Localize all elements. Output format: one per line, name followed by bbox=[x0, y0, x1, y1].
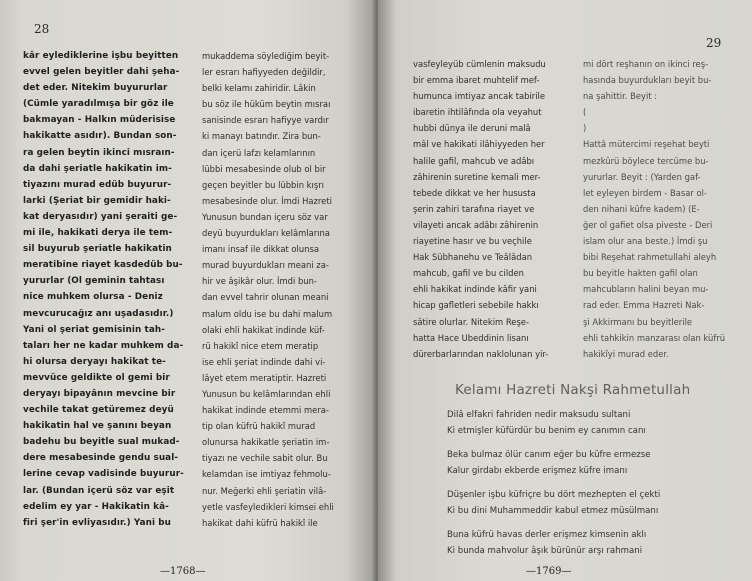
text-line: hir ve âşikâr olur. İmdi bun- bbox=[202, 276, 317, 287]
text-line: vilayeti ancak adâbı zâhirenin bbox=[413, 219, 539, 230]
text-line: belki kelamı zahiridir. Lâkin bbox=[202, 83, 316, 94]
text-line: dere mesabesinde gendu sual- bbox=[23, 453, 179, 464]
left-page-column-1 bbox=[23, 48, 184, 531]
text-line: hubbi dünya ile deruni malâ bbox=[413, 123, 531, 134]
text-line: imanı insaf ile dikkat olunsa bbox=[202, 244, 319, 255]
text-line: vasfeyleyüb cümlenin maksudu bbox=[413, 59, 546, 69]
text-line: nice muhkem olursa - Deniz bbox=[23, 292, 163, 303]
text-line: kelamdan ise imtiyaz fehmolu- bbox=[202, 469, 331, 480]
poem-line: Ki bunda mahvolur âşık bürünür arşı rahmani bbox=[447, 545, 643, 556]
text-line: şerin zahiri tarafına riayet ve bbox=[413, 203, 535, 214]
left-page-column-2 bbox=[202, 48, 334, 531]
poem-line: Buna küfrü havas derler erişmez kimsenin aklı bbox=[447, 530, 647, 540]
text-line: hicap gafletleri sebebile hakkı bbox=[413, 300, 539, 311]
text-line: ibaretin ihtilâfında ola veyahut bbox=[413, 107, 542, 118]
text-line: vechile takat getüremez deyü bbox=[23, 405, 174, 416]
poem bbox=[447, 408, 660, 559]
text-line: da dahi şeriatle hakikatin im- bbox=[23, 163, 172, 174]
text-line: evvel gelen beyitler dahi şeha- bbox=[23, 67, 180, 78]
poem-line: Beka bulmaz ölür canım eğer bu küfre ermezse bbox=[447, 450, 651, 460]
text-line: hakikatte asıdır). Bundan son- bbox=[23, 131, 177, 142]
text-line: lerine cevap vadisinde buyurur- bbox=[23, 469, 184, 480]
text-line: bir emma ibaret muhtelif mef- bbox=[413, 75, 540, 86]
text-line: ise ehli şeriat indinde dahi vi- bbox=[202, 356, 326, 367]
text-line: Hattâ mütercimi reşehat beyti bbox=[583, 139, 710, 150]
text-line: Yani ol şeriat gemisinin tah- bbox=[23, 324, 165, 335]
text-line: lar. (Bundan içerü söz var eşit bbox=[23, 485, 175, 496]
text-line: larki (Şeriat bir gemidir haki- bbox=[23, 195, 171, 206]
text-line: Yunusun bu kelâmlarından ehli bbox=[202, 388, 331, 399]
text-line: kat deryasıdır) yani şeraiti ge- bbox=[23, 211, 178, 222]
text-line: tebede dikkat ve her hususta bbox=[413, 187, 536, 198]
right-page-footer: —1769— bbox=[526, 566, 572, 577]
text-line: mâl ve hakikati ilâhiyyeden her bbox=[413, 139, 545, 150]
text-line: mahcubların halini beyan mu- bbox=[583, 284, 709, 295]
text-line: ehli hakikat indinde kâfir yani bbox=[413, 284, 537, 295]
text-line: hasında buyurdukları beyit bu- bbox=[583, 75, 712, 86]
text-line: sil buyurub şeriatle hakikatin bbox=[23, 244, 172, 255]
text-line: mevcurucağız anı uşadasıdır.) bbox=[23, 308, 174, 319]
poem-heading: Kelamı Hazreti Nakşi Rahmetullah bbox=[455, 382, 691, 398]
text-line: yururlar. Beyit : (Yarden gaf- bbox=[583, 171, 701, 182]
left-page-footer: —1768— bbox=[160, 566, 206, 577]
text-line: malum oldu ise bu dahi malum bbox=[202, 308, 333, 319]
text-line: mezkûrü böylece tercüme bu- bbox=[583, 155, 709, 166]
text-line: Yunusun bundan içeru söz var bbox=[202, 211, 328, 222]
text-line: riayetine hasır ve bu veçhile bbox=[413, 236, 532, 247]
text-line: islam olur ana beste.) İmdi şu bbox=[583, 236, 708, 247]
text-line: rü hakikî nice etem meratip bbox=[202, 340, 319, 351]
text-line: geçen beyitler bu lübbin kışrı bbox=[202, 179, 324, 190]
text-line: mi ile, hakikati derya ile tem- bbox=[23, 228, 173, 239]
text-line: taları her ne kadar muhkem da- bbox=[23, 340, 184, 351]
right-page-column-2 bbox=[583, 56, 725, 362]
text-line: let eyleyen birdem - Basar ol- bbox=[583, 187, 707, 198]
text-line: mevvüce geldikte ol gemi bir bbox=[23, 372, 170, 383]
text-line: hakikîyi murad eder. bbox=[583, 348, 669, 359]
text-line: yururlar (Ol geminin tahtası bbox=[23, 276, 165, 287]
text-line: mahcub, gafil ve bu cilden bbox=[413, 268, 524, 279]
text-line: tiyazı ne vechile sabit olur. Bu bbox=[202, 453, 328, 464]
text-line: halile gafil, mahcub ve adâbı bbox=[413, 155, 535, 166]
text-line: det eder. Nitekim buyururlar bbox=[23, 83, 168, 94]
text-line: hakikat indinde etemmi mera- bbox=[202, 405, 329, 416]
text-line: hatta Hace Ubeddinin lisanı bbox=[413, 332, 529, 343]
text-line: ler esrarı hafiyyeden değildir, bbox=[202, 67, 326, 78]
text-line: lübbi mesabesinde olub ol bir bbox=[202, 163, 326, 174]
text-line: olunursa hakikatle şeriatin im- bbox=[202, 437, 330, 448]
text-line: sanisinde esrarı hafiyye vardır bbox=[202, 115, 329, 126]
text-line: na şahittir. Beyit : bbox=[583, 91, 658, 102]
text-line: dan içerü lafzı kelamlarının bbox=[202, 147, 316, 158]
text-line: kâr eylediklerine işbu beyitten bbox=[23, 51, 179, 61]
text-line: ) bbox=[583, 123, 587, 134]
text-line: (Cümle yaradılmışa bir göz ile bbox=[23, 99, 174, 110]
right-page-column-1 bbox=[413, 56, 548, 362]
left-page-number: 28 bbox=[34, 22, 50, 36]
text-line: Hak Sübhanehu ve Teâlâdan bbox=[413, 252, 533, 263]
right-page-number: 29 bbox=[706, 36, 722, 50]
text-line: ki manayı batındır. Zira bun- bbox=[202, 131, 321, 142]
text-line: humunca imtiyaz ancak tabirile bbox=[413, 91, 546, 102]
text-line: ra gelen beytin ikinci mısraın- bbox=[23, 147, 175, 158]
poem-line: Ki bu dini Muhammeddir kabul etmez müsülmanı bbox=[447, 505, 659, 516]
text-line: nur. Meğerki ehli şeriatin vilâ- bbox=[202, 485, 327, 496]
poem-line: Kalur girdabı ekberde erişmez küfre imanı bbox=[447, 465, 628, 476]
text-line: badehu bu beyitle sual mukad- bbox=[23, 437, 180, 448]
text-line: bibi Reşehat rahmetullahi aleyh bbox=[583, 252, 717, 263]
text-line: ( bbox=[583, 107, 587, 118]
text-line: şi Akkirmanı bu beyitlerile bbox=[583, 316, 693, 327]
text-line: olaki ehli hakikat indinde küf- bbox=[202, 324, 325, 335]
poem-line: Düşenler işbu küfriçre bu dört mezhepten el çekti bbox=[447, 490, 661, 500]
text-line: mukaddema söylediğim beyit- bbox=[202, 51, 330, 61]
text-line: den nihani küfre kadem) (E- bbox=[583, 203, 700, 214]
poem-line: Ki etmişler küfürdür bu benim ey canımın canı bbox=[447, 425, 646, 436]
text-line: firi şer'in evliyasıdır.) Yani bu bbox=[23, 517, 172, 528]
text-line: hakikat dahi küfrü hakikî ile bbox=[202, 517, 318, 528]
text-line: deryayı bipayânın mevcine bir bbox=[23, 388, 176, 399]
text-line: hi olursa deryayı hakikat te- bbox=[23, 356, 166, 367]
text-line: rad eder. Emma Hazreti Nak- bbox=[583, 300, 705, 311]
text-line: yetle vasfeyledikleri kimsei ehli bbox=[202, 501, 334, 512]
poem-line: Dilâ elfakri fahriden nedir maksudu sultani bbox=[447, 410, 631, 420]
text-line: zâhirenin suretine kemali mer- bbox=[413, 171, 541, 182]
text-line: edelim ey yar - Hakikatin kâ- bbox=[23, 501, 169, 512]
text-line: ehli tahkikin manzarası olan küfrü bbox=[583, 332, 726, 343]
text-line: deyü buyurdukları kelâmlarına bbox=[202, 228, 330, 239]
text-line: ğer ol gafiet olsa piveste - Deri bbox=[583, 219, 713, 230]
text-line: lâyet etem meratiptir. Hazreti bbox=[202, 372, 327, 383]
text-line: hakikatin hal ve şanını beyan bbox=[23, 421, 172, 432]
text-line: bu söz ile hüküm beytin mısraı bbox=[202, 99, 331, 110]
text-line: sâtire olurlar. Nitekim Reşe- bbox=[413, 316, 529, 327]
text-line: bakmayan - Halkın müderisise bbox=[23, 115, 176, 126]
text-line: dan evvel tahrir olunan meani bbox=[202, 292, 329, 303]
text-line: tiyazını murad edüb buyurur- bbox=[23, 179, 172, 190]
text-line: murad buyurdukları meani za- bbox=[202, 260, 329, 271]
text-line: tip olan küfrü hakikî murad bbox=[202, 421, 316, 432]
text-line: dürerbarlarından naklolunan yir- bbox=[413, 348, 549, 359]
text-line: bu beyitle hakten gafil olan bbox=[583, 268, 698, 279]
text-line: meratibine riayet kasdedüb bu- bbox=[23, 260, 183, 271]
text-line: mi dört reşhanın on ikinci reş- bbox=[583, 59, 709, 69]
text-line: mesabesinde olur. İmdi Hazreti bbox=[202, 195, 332, 206]
